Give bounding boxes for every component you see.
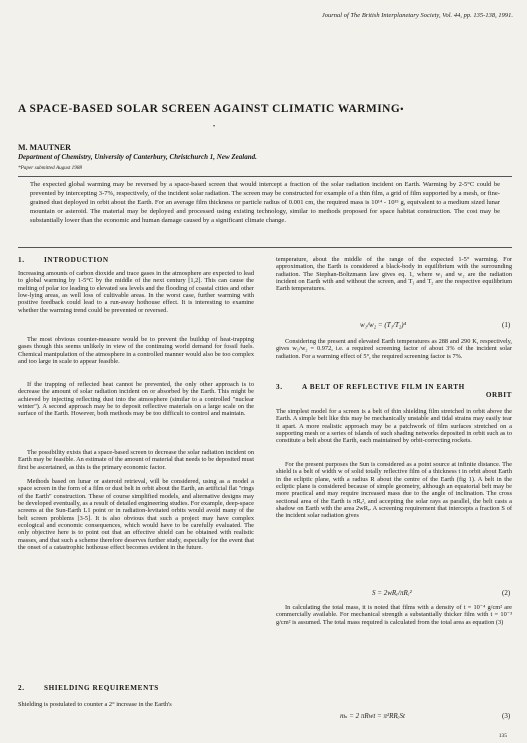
paper-title-text: A SPACE-BASED SOLAR SCREEN AGAINST CLIMATIC WARMING [18,103,401,115]
author-affiliation: Department of Chemistry, University of Canterbury, Christchurch 1, New Zealand. [18,153,257,161]
author-name: M. MAUTNER [18,143,71,152]
decorative-dot: • [213,124,216,130]
page-number: 135 [498,733,507,739]
intro-paragraph-1: Increasing amounts of carbon dioxide and trace gases in the atmosphere are expected to lead to global warming by 1-5°C by the middle of the next century [1,2]. This can cause the melting of polar ice leading to elevated sea levels and the flooding of coastal cities and other low-lying areas, as well loss of cultivable areas. In the worst case, further warming with positive feedback could lead to a run-away hothouse effect. It is interesting to examine whether the warming trend could be prevented or reversed. [18,270,254,314]
equation-2-number: (2) [502,589,511,597]
intro-paragraph-3: If the trapping of reflected heat cannot be prevented, the only other approach is to decrease the amount of solar radiation incident on or absorbed by the Earth. This might be achieved by injecting reflecting dust into the atmosphere (similar to a controlled "nuclear winter"). A second approach may be to deposit reflective materials on a large scale on the surface of the Earth. However, both methods may be too difficult to control and maintain. [18,381,254,418]
intro-paragraph-2: The most obvious counter-measure would be to prevent the buildup of heat-trapping gases though this seems unlikely in view of the continuing world demand for fossil fuels. Chemical manipulation of the atmosphere in a controlled manner would also be too complex and too large in scale to appear feasible. [18,336,254,366]
section-number: 3. [276,383,283,391]
section-number: 2. [18,684,25,692]
submission-note: *Paper submitted August 1988 [18,165,83,171]
belt-paragraph-3: In calculating the total mass, it is noted that films with a density of t = 10⁻⁴ g/cm² are commercially available. For mechanical strength a substantially thicker film with t = 10⁻³ g/cm² is assumed. The total mass required is calculated from the total area as equation (3) [276,604,512,626]
shielding-paragraph-1: Shielding is postulated to counter a 2° increase in the Earth's [18,701,172,708]
belt-paragraph-1: The simplest model for a screen is a belt of thin shielding film stretched in orbit above the Earth. A simple belt like this may be mechanically unstable and tidal strains may easily tear it apart. A more realistic approach may be a patchwork of film surfaces stretched on a supporting mesh or a series of islands of such shading networks deposited in orbit such as to constitute a belt about the Earth, each maintained by orbit-correcting rockets. [276,408,512,445]
section-heading-shielding [18,684,159,692]
belt-paragraph-2: For the present purposes the Sun is considered as a point source at infinite distance. The shield is a belt of width w of solid totally reflective film of a thickness t in orbit about Earth in the ecliptic plane, with a radius R about the centre of the Earth (fig 1). A belt in the ecliptic plane is considered because of simple geometry, although an equatorial belt may be more practical and may require increased mass due to the angle of inclination. The cross sectional area of the Earth is πRₑ², and accepting the solar rays as parallel, the belt casts a shadow on Earth with the area 2wRₑ. A screening requirement that intercepts a fraction S of the incident solar radiation gives [276,461,512,520]
equation-1: w₁/w₂ = (T₁/T₂)⁴ [360,321,407,329]
section-title: A BELT OF REFLECTIVE FILM IN EARTH [302,383,465,391]
intro-paragraph-5: Methods based on lunar or asteroid retrieval, will be considered, using as a model a space screen in the form of a film or dust belt in orbit about the Earth, an artificial flat "rings of the Earth" construction. These of course simplified models, and alternative designs may be developed eventually, as a result of detailed engineering studies. For example, deep-space screens at the Sun-Earth L1 point or in radiation-levitated orbits would avoid many of the belt screen problems [3-5]. It is also obvious that such a project may have complex ecological and economic consequences, which would have to be carefully evaluated. The only objective here is to point out that an effective shield can be obtained with realistic masses, and that such a scheme therefore deserves further study, especially for the event that the onset of a catastrophic hothouse effect becomes evident in the future. [18,478,254,552]
shielding-paragraph-continued: temperature, about the middle of the range of the expected 1-5° warming. For approximation, the Earth is considered a black-body in equilibrium with the surrounding radiation. The Stephan-Boltzmann law gives eq. 1, where w₁ and w₂ are the radiation incident on Earth with and without the screen, and T₁ and T₂ are the respective equilibrium Earth temperatures. [276,256,512,293]
section-heading-line-1 [276,383,512,391]
intro-paragraph-4: The possibility exists that a space-based screen to decrease the solar radiation incident on Earth may be feasible. An estimate of the amount of material that needs to be deposited must first be ascertained, as this is the primary economic factor. [18,449,254,471]
equation-2: S = 2wRₑ/πRₑ² [372,589,412,597]
section-heading-introduction [18,256,109,264]
shielding-paragraph-2: Considering the present and elevated Earth temperatures as 288 and 290 K, respectively, gives w₁/w₂ = 0.972, i.e. a required screening factor of about 3% of the incident solar radiation. For a warming effect of 5°, the required screening factor is 7%. [276,338,512,360]
abstract-top-rule [18,176,512,177]
abstract-bottom-rule [18,247,512,248]
section-title: INTRODUCTION [44,256,109,264]
title-footnote-mark: • [400,104,404,114]
equation-3: mₛ = 2 πRwt = π²RRₑSt [340,712,405,720]
paper-title [18,103,518,115]
journal-citation: Journal of The British Interplanetary Society, Vol. 44, pp. 135-138, 1991. [321,12,513,19]
section-heading-line-2: ORBIT [485,391,512,399]
section-title: SHIELDING REQUIREMENTS [44,684,159,692]
equation-1-number: (1) [502,321,511,329]
equation-3-number: (3) [502,712,511,720]
section-heading-belt [276,383,512,399]
section-number: 1. [18,256,25,264]
abstract: The expected global warming may be reversed by a space-based screen that would intercept a fraction of the solar radiation incident on Earth. Warming by 2-5°C could be prevented by intercepting 3-7%, respectively, of the incident solar radiation. The screen may be constructed for example of a thin film, a grid of film supported by a mesh, or fine-grained dust deployed in orbit about the Earth. For an average film thickness or particle radius of 0.001 cm, the required mass is 10¹⁴ - 10¹⁵ g, equivalent to a medium sized lunar mountain or asteroid. The material may be deployed and processed using existing technology, similar to methods proposed for space habitat construction. The cost may be substantially lower than the economic and human damage caused by a significant climate change. [30,181,500,224]
